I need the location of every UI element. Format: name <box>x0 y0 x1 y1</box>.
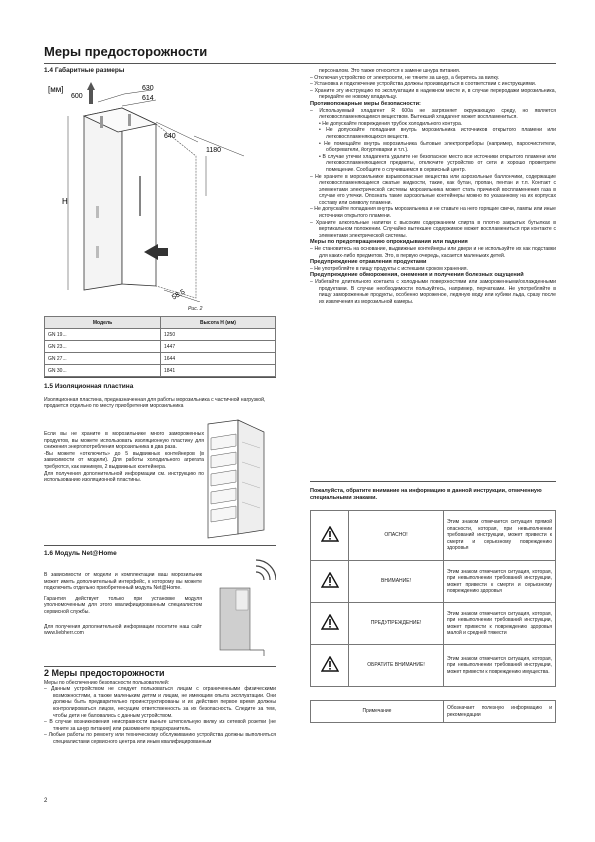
notice-heading: Пожалуйста, обратите внимание на информацию в данной инструкции, отмеченную специальными знаками. <box>310 488 542 501</box>
table-row <box>45 341 276 353</box>
fire-bullet: • В случае утечки хладагента удалите не безопасное место все источники открытого пламени или легковоспламеняющиеся предметы, отключите устройство от сети и хорошо проветрите помещение. Сообщите о случившемся в сервисный центр. <box>319 153 556 173</box>
poison-heading: Предупреждение отравления продуктами <box>310 259 427 266</box>
table-cell-height: 1447 <box>161 341 276 353</box>
fire-bullet: • Не допускайте повреждения трубок холодильного контура. <box>319 120 463 127</box>
dimensions-drawing <box>44 76 276 302</box>
net-paragraph-1: В зависимости от модели и комплектации ваш морозильник может иметь дополнительный интерфейс, к которому вы можете подключить отдельно приобретенный модуль Net@Home. <box>44 572 202 592</box>
dim-58-5: 58,5 <box>171 288 187 302</box>
table-cell-model: GN 19... <box>45 329 161 341</box>
safety-item: – В случае возникновения неисправности выньте штепсельную вилку из сетевой розетки (не тяните за шнур питания) или разомкните предохранитель. <box>44 719 276 732</box>
section-rule <box>44 666 276 667</box>
fire-bullet: • Не помещайте внутрь морозильника бытовые электроприборы (например, пароочистители, обогреватели, йогуртеварки и т.п.). <box>319 140 556 154</box>
continuation-line: – Установка и подключение устройства должны производиться в соответствии с инструкциями. <box>310 81 537 88</box>
continuation-line: – Храните эту инструкцию по эксплуатации в надежном месте и, в случае переродажи морозильника, передайте ее новому владельцу. <box>310 87 556 101</box>
fire-item: – Не допускайте попадания внутрь морозильника и не ставьте на него горящие свечи, лампы или иные источники открытого пламени. <box>310 206 556 220</box>
dim-640: 640 <box>164 133 176 140</box>
warning-text: Этим знаком отмечается ситуация, которая, при невыполнении требований инструкции, может привести к повреждению имущества. <box>444 645 556 687</box>
right-column <box>310 68 556 305</box>
dimensions-heading: 1.4 Габаритные размеры <box>44 67 125 74</box>
plate-paragraph-3: -Вы можете «отключить» до 5 выдвижных контейнеров (в зависимости от модели). Для работы холодильного агрегата требуются, как минимум, 2 выдвижных контейнера. <box>44 450 204 470</box>
safety-heading: 2 Меры предосторожности <box>44 668 165 678</box>
frost-item: – Избегайте длительного контакта с холодными поверхностями или замороженными/охлажденными продуктами. В случае необходимости пользуйтесь, например, перчатками. Не употребляйте в пищу замороженные продукты, особенно мороженое, ледяную воду или кубики льда, сразу после их извлечения из морозильной камеры. <box>310 279 556 305</box>
continuation-line: – Отключая устройство от электросети, не тяните за шнур, а беритесь за вилку. <box>310 74 500 81</box>
net-paragraph-3: Для получения дополнительной информации посетите наш сайт www.liebherr.com <box>44 623 202 637</box>
continuation-line: персоналом. Это также относится к замене шнура питания. <box>319 68 461 74</box>
figure-caption: Рис. 2 <box>188 306 203 312</box>
warning-label: ПРЕДУПРЕЖДЕНИЕ! <box>349 603 444 645</box>
warning-label: ВНИМАНИЕ! <box>349 561 444 603</box>
section-rule <box>44 545 276 546</box>
plate-paragraph-4: Для получения дополнительной информации см. инструкцию по использованию изоляционной пластины. <box>44 470 204 484</box>
table-cell-height: 1841 <box>161 365 276 377</box>
fire-bullet: • Не допускайте попадания внутрь морозильника источников открытого пламени или легковоспламеняющихся веществ. <box>319 127 556 140</box>
warning-text: Этим знаком отмечается ситуация, которая, при невыполнении требований инструкции, может привести к повреждению здоровья малой и средней тяжести <box>444 603 556 645</box>
note-label: Примечание <box>311 701 444 723</box>
fire-intro: – Используемый хладагент R 600a не загрязняет окружающую среду, но является легковоспламеняющимся веществом. Вытекший хладагент может воспламениться. <box>310 107 556 121</box>
table-cell-height: 1250 <box>161 329 276 341</box>
frost-heading: Предупреждение обморожения, онемения и получения болезных ощущений <box>310 272 524 279</box>
plate-section <box>44 384 276 410</box>
section-rule <box>310 481 556 482</box>
dim-630: 630 <box>142 85 154 92</box>
tip-item: – Не становитесь на основание, выдвижные контейнеры или двери и не используйте их как подставки для каких-либо предметов. Это, в первую очередь, касается маленьких детей. <box>310 246 556 259</box>
safety-section <box>44 670 276 746</box>
poison-item: – Не употребляйте в пищу продукты с истекшим сроком хранения. <box>310 265 468 272</box>
warning-signs-table <box>310 510 556 687</box>
title-rule <box>44 63 556 64</box>
warning-text: Этим знаком отмечается ситуация, которая, при невыполнении требований инструкции, может привести к смерти и серьезному повреждению здоровья <box>444 561 556 603</box>
note-text: Обозначает полезную информацию и рекомендации <box>444 701 556 723</box>
table-cell-model: GN 23... <box>45 341 161 353</box>
table-row <box>45 353 276 365</box>
plate-paragraph-1: Изоляционная пластина, предназначенная для работы морозильника с частичной нагрузкой, продается отдельно по месту приобретения морозильника <box>44 396 266 410</box>
fire-heading: Противопожарные меры безопасности: <box>310 100 421 107</box>
table-row <box>45 365 276 377</box>
warning-triangle-icon <box>311 645 349 687</box>
plate-heading: 1.5 Изоляционная пластина <box>44 383 134 390</box>
table-header-height: Высота H (мм) <box>161 317 276 329</box>
dim-h: H <box>62 197 68 206</box>
warning-triangle-icon <box>311 511 349 561</box>
table-cell-model: GN 30... <box>45 365 161 377</box>
warning-row <box>311 511 556 561</box>
height-table <box>44 316 276 377</box>
section-rule <box>44 377 276 378</box>
net-paragraph-2: Гарантия действует только при установке модуля уполномоченным для этого квалифицированным специалистом сервисной службы. <box>44 595 202 615</box>
page-title: Меры предосторожности <box>44 44 208 59</box>
net-heading: 1.6 Модуль Net@Home <box>44 550 117 557</box>
dim-1180: 1180 <box>206 147 222 154</box>
tip-heading: Меры по предотвращению опрокидывания или падения <box>310 239 468 246</box>
net-text <box>44 572 202 637</box>
warning-row <box>311 645 556 687</box>
dim-unit-label: [мм] <box>48 85 64 94</box>
table-row <box>45 329 276 341</box>
net-module-illustration <box>206 558 276 662</box>
page-number: 2 <box>44 798 48 804</box>
fire-item: – Храните алкогольные напитки с высоким содержанием спирта в плотно закрытых бутылках в вертикальном положении. Случайно вытекшее содержимое может воспламениться при контакте с элементами электрической системы. <box>310 219 556 239</box>
plate-paragraph-2: Если вы не храните в морозильнике много замороженных продуктов, вы можете использовать изоляционную пластину для снижения энергопотребления морозильника в два раза. <box>44 431 204 451</box>
warning-triangle-icon <box>311 603 349 645</box>
dim-614: 614 <box>142 95 154 102</box>
warning-text: Этим знаком отмечается ситуация прямой опасности, которая, при невыполнении требований инструкции, может привести к смерти и серьезному повреждению здоровья <box>444 511 556 561</box>
warning-row <box>311 561 556 603</box>
warning-label: ОПАСНО! <box>349 511 444 561</box>
note-table <box>310 700 556 723</box>
safety-intro: Меры по обеспечению безопасности пользователей: <box>44 679 170 686</box>
fire-item: – Не храните в морозильнике взрывоопасные вещества или аэрозольные баллончики, содержащие легковоспламеняющиеся сжатые жидкости, такие, как бутан, пропан, пентан и т.п. Контакт с элементами электрической системы морозильника может стать причиной воспламенения газа в случае его утечки. Опознать такие аэрозольные контейнеры можно по указанному на их корпусах составу или символу пламени. <box>310 173 556 206</box>
table-header-row <box>45 317 276 329</box>
safety-item: – Данным устройством не следует пользоваться лицам с ограниченными физическими возможностями, а также маленьким детям и лицам, не имеющим опыта эксплуатации. Они должны быть предварительно проинструктированы и их действия первое время должны контролироваться лицом, несущим ответственность за их безопасность. Следите за тем, чтобы дети не баловались с данным устройством. <box>44 686 276 719</box>
note-row <box>311 701 556 723</box>
warning-triangle-icon <box>311 561 349 603</box>
safety-item: – Любые работы по ремонту или техническому обслуживанию устройства должны выполняться специалистами сервисного центра или иным квалифицированным <box>44 732 276 745</box>
dim-600: 600 <box>71 93 83 100</box>
warning-label: ОБРАТИТЕ ВНИМАНИЕ! <box>349 645 444 687</box>
table-cell-height: 1644 <box>161 353 276 365</box>
table-cell-model: GN 27... <box>45 353 161 365</box>
table-header-model: Модель <box>45 317 161 329</box>
plate-text-narrow <box>44 431 204 484</box>
freezer-plate-illustration <box>204 418 276 542</box>
warning-row <box>311 603 556 645</box>
